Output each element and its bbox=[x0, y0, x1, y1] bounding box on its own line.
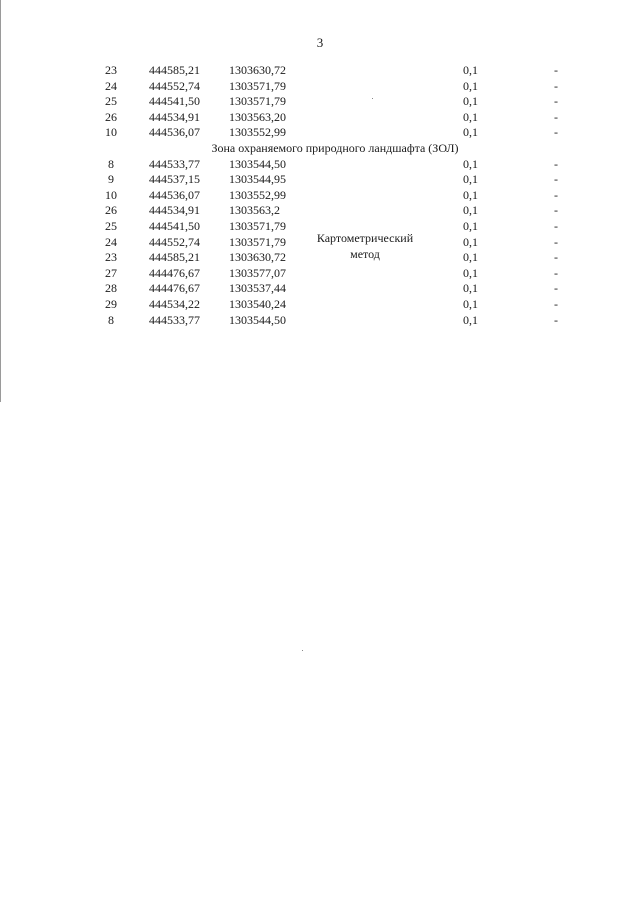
dash-cell: - bbox=[554, 94, 558, 109]
x-coordinate-cell: 444534,91 bbox=[149, 109, 200, 124]
point-number-cell: 26 bbox=[105, 203, 117, 218]
accuracy-cell: 0,1 bbox=[463, 172, 478, 187]
point-number-cell: 10 bbox=[105, 125, 117, 140]
scan-speck bbox=[372, 98, 373, 99]
accuracy-cell: 0,1 bbox=[463, 156, 478, 171]
point-number-cell: 29 bbox=[105, 296, 117, 311]
accuracy-cell: 0,1 bbox=[463, 296, 478, 311]
x-coordinate-cell: 444534,91 bbox=[149, 203, 200, 218]
y-coordinate-cell: 1303571,79 bbox=[229, 218, 286, 233]
dash-cell: - bbox=[554, 78, 558, 93]
dash-cell: - bbox=[554, 109, 558, 124]
y-coordinate-cell: 1303544,95 bbox=[229, 172, 286, 187]
table-row bbox=[0, 266, 640, 282]
scan-speck bbox=[302, 650, 303, 651]
dash-cell: - bbox=[554, 63, 558, 77]
y-coordinate-cell: 1303563,20 bbox=[229, 109, 286, 124]
point-number-cell: 24 bbox=[105, 234, 117, 249]
point-number-cell: 25 bbox=[105, 94, 117, 109]
dash-cell: - bbox=[554, 234, 558, 249]
table-row bbox=[0, 281, 640, 297]
dash-cell: - bbox=[554, 296, 558, 311]
accuracy-cell: 0,1 bbox=[463, 218, 478, 233]
table-row bbox=[0, 203, 640, 219]
table-row bbox=[0, 172, 640, 188]
point-number-cell: 26 bbox=[105, 109, 117, 124]
y-coordinate-cell: 1303630,72 bbox=[229, 63, 286, 77]
table-row bbox=[0, 157, 640, 173]
dash-cell: - bbox=[554, 156, 558, 171]
accuracy-cell: 0,1 bbox=[463, 265, 478, 280]
section-title: Зона охраняемого природного ландшафта (ЗОЛ) bbox=[211, 140, 459, 155]
accuracy-cell: 0,1 bbox=[463, 109, 478, 124]
dash-cell: - bbox=[554, 312, 558, 327]
y-coordinate-cell: 1303537,44 bbox=[229, 281, 286, 296]
y-coordinate-cell: 1303540,24 bbox=[229, 296, 286, 311]
point-number-cell: 23 bbox=[105, 250, 117, 265]
x-coordinate-cell: 444585,21 bbox=[149, 250, 200, 265]
point-number-cell: 8 bbox=[108, 312, 114, 327]
accuracy-cell: 0,1 bbox=[463, 78, 478, 93]
method-line-1: Картометрический bbox=[316, 231, 414, 245]
y-coordinate-cell: 1303571,79 bbox=[229, 94, 286, 109]
rows-before-section bbox=[0, 63, 640, 141]
method-line-2: метод bbox=[350, 247, 380, 261]
point-number-cell: 27 bbox=[105, 265, 117, 280]
dash-cell: - bbox=[554, 218, 558, 233]
dash-cell: - bbox=[554, 187, 558, 202]
y-coordinate-cell: 1303577,07 bbox=[229, 265, 286, 280]
dash-cell: - bbox=[554, 172, 558, 187]
method-note bbox=[300, 230, 430, 262]
x-coordinate-cell: 444541,50 bbox=[149, 94, 200, 109]
dash-cell: - bbox=[554, 265, 558, 280]
point-number-cell: 24 bbox=[105, 78, 117, 93]
x-coordinate-cell: 444536,07 bbox=[149, 125, 200, 140]
accuracy-cell: 0,1 bbox=[463, 94, 478, 109]
table-row bbox=[0, 125, 640, 141]
point-number-cell: 8 bbox=[108, 156, 114, 171]
x-coordinate-cell: 444541,50 bbox=[149, 218, 200, 233]
x-coordinate-cell: 444533,77 bbox=[149, 312, 200, 327]
y-coordinate-cell: 1303544,50 bbox=[229, 156, 286, 171]
accuracy-cell: 0,1 bbox=[463, 281, 478, 296]
y-coordinate-cell: 1303630,72 bbox=[229, 250, 286, 265]
point-number-cell: 28 bbox=[105, 281, 117, 296]
y-coordinate-cell: 1303571,79 bbox=[229, 78, 286, 93]
point-number-cell: 9 bbox=[108, 172, 114, 187]
accuracy-cell: 0,1 bbox=[463, 63, 478, 77]
x-coordinate-cell: 444534,22 bbox=[149, 296, 200, 311]
y-coordinate-cell: 1303544,50 bbox=[229, 312, 286, 327]
accuracy-cell: 0,1 bbox=[463, 125, 478, 140]
dash-cell: - bbox=[554, 250, 558, 265]
table-row bbox=[0, 110, 640, 126]
y-coordinate-cell: 1303552,99 bbox=[229, 187, 286, 202]
x-coordinate-cell: 444552,74 bbox=[149, 234, 200, 249]
dash-cell: - bbox=[554, 125, 558, 140]
x-coordinate-cell: 444537,15 bbox=[149, 172, 200, 187]
coordinates-table bbox=[0, 63, 640, 328]
table-row bbox=[0, 313, 640, 329]
y-coordinate-cell: 1303563,2 bbox=[229, 203, 280, 218]
y-coordinate-cell: 1303552,99 bbox=[229, 125, 286, 140]
table-row bbox=[0, 63, 640, 79]
accuracy-cell: 0,1 bbox=[463, 187, 478, 202]
point-number-cell: 25 bbox=[105, 218, 117, 233]
point-number-cell: 23 bbox=[105, 63, 117, 77]
x-coordinate-cell: 444552,74 bbox=[149, 78, 200, 93]
point-number-cell: 10 bbox=[105, 187, 117, 202]
table-row bbox=[0, 188, 640, 204]
x-coordinate-cell: 444476,67 bbox=[149, 265, 200, 280]
x-coordinate-cell: 444533,77 bbox=[149, 156, 200, 171]
table-row bbox=[0, 94, 640, 110]
accuracy-cell: 0,1 bbox=[463, 234, 478, 249]
dash-cell: - bbox=[554, 203, 558, 218]
accuracy-cell: 0,1 bbox=[463, 312, 478, 327]
accuracy-cell: 0,1 bbox=[463, 203, 478, 218]
table-row bbox=[0, 79, 640, 95]
x-coordinate-cell: 444585,21 bbox=[149, 63, 200, 77]
accuracy-cell: 0,1 bbox=[463, 250, 478, 265]
x-coordinate-cell: 444536,07 bbox=[149, 187, 200, 202]
y-coordinate-cell: 1303571,79 bbox=[229, 234, 286, 249]
table-row bbox=[0, 297, 640, 313]
page-number: 3 bbox=[316, 35, 324, 50]
dash-cell: - bbox=[554, 281, 558, 296]
x-coordinate-cell: 444476,67 bbox=[149, 281, 200, 296]
